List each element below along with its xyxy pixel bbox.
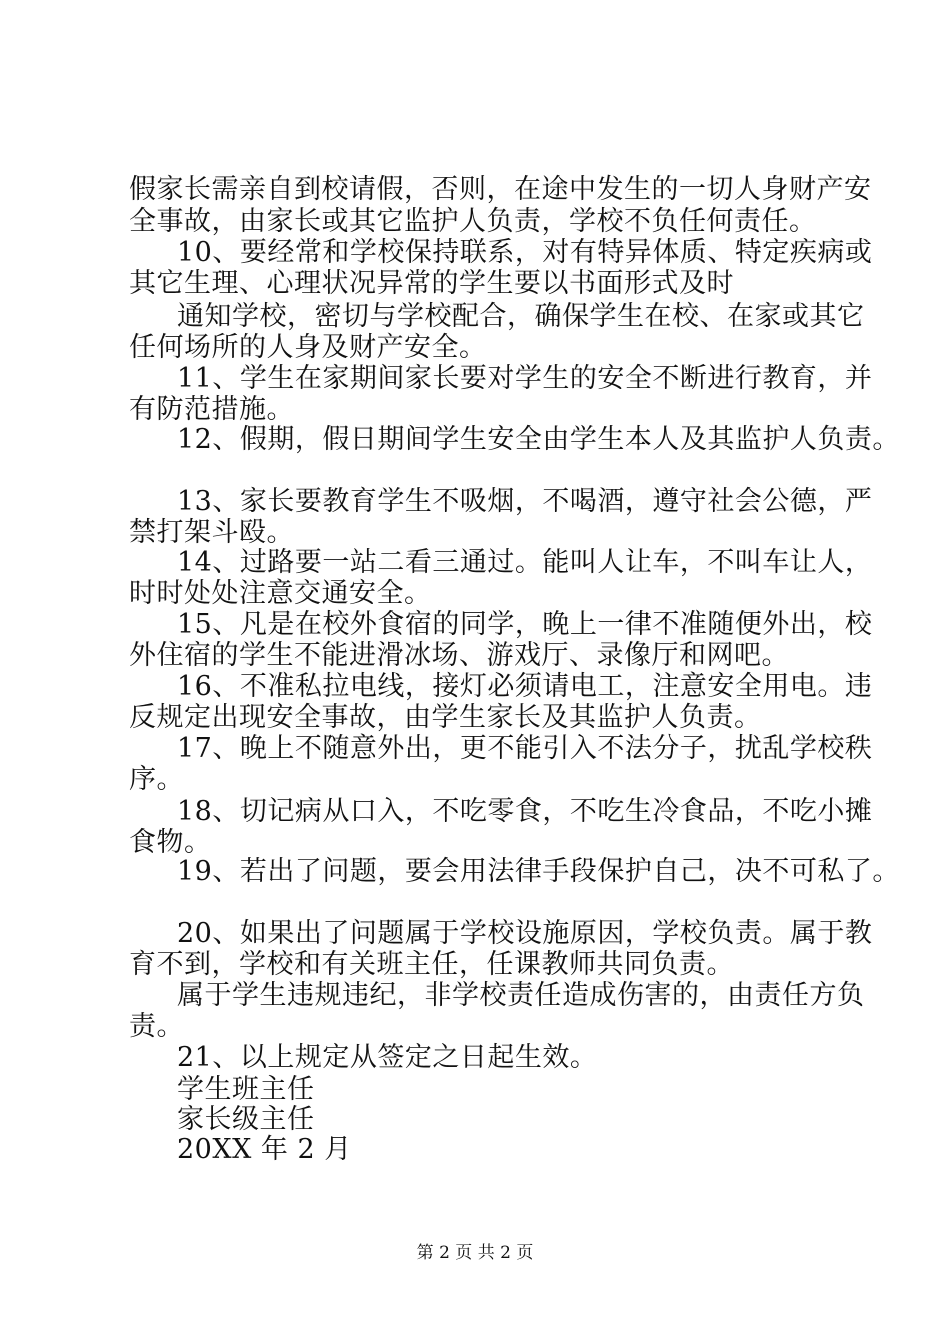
text-line: 20、如果出了问题属于学校设施原因，学校负责。属于教 [177, 918, 873, 949]
text-line: 时时处处注意交通安全。 [129, 578, 432, 609]
text-line: 12、假期，假日期间学生安全由学生本人及其监护人负责。 [177, 424, 900, 455]
text-line: 21、以上规定从签定之日起生效。 [177, 1042, 598, 1073]
text-line: 18、切记病从口入，不吃零食，不吃生冷食品，不吃小摊 [177, 796, 873, 827]
text-line: 10、要经常和学校保持联系，对有特异体质、特定疾病或 [177, 237, 873, 268]
text-line: 13、家长要教育学生不吸烟，不喝酒，遵守社会公德，严 [177, 486, 873, 517]
text-line: 全事故，由家长或其它监护人负责，学校不负任何责任。 [129, 206, 817, 237]
text-line: 禁打架斗殴。 [129, 517, 294, 548]
text-line: 通知学校，密切与学校配合，确保学生在校、在家或其它 [177, 301, 865, 332]
text-line: 序。 [129, 764, 184, 795]
date-line: 20XX 年 2 月 [177, 1134, 352, 1165]
text-line: 其它生理、心理状况异常的学生要以书面形式及时 [129, 268, 734, 299]
text-line: 17、晚上不随意外出，更不能引入不法分子，扰乱学校秩 [177, 733, 873, 764]
text-line: 假家长需亲自到校请假，否则，在途中发生的一切人身财产安 [129, 174, 872, 205]
page-footer: 第 2 页 共 2 页 [416, 1243, 534, 1263]
text-line: 19、若出了问题，要会用法律手段保护自己，决不可私了。 [177, 856, 900, 887]
text-line: 14、过路要一站二看三通过。能叫人让车，不叫车让人， [177, 547, 873, 578]
text-line: 16、不准私拉电线，接灯必须请电工，注意安全用电。违 [177, 671, 873, 702]
text-line: 11、学生在家期间家长要对学生的安全不断进行教育，并 [177, 363, 873, 394]
text-line: 15、凡是在校外食宿的同学，晚上一律不准随便外出，校 [177, 609, 873, 640]
text-line: 有防范措施。 [129, 394, 294, 425]
text-line: 外住宿的学生不能进滑冰场、游戏厅、录像厅和网吧。 [129, 640, 789, 671]
text-line: 责。 [129, 1011, 184, 1042]
text-line: 食物。 [129, 827, 212, 858]
text-line: 育不到，学校和有关班主任，任课教师共同负责。 [129, 949, 734, 980]
signature-label: 家长级主任 [177, 1104, 315, 1135]
text-line: 属于学生违规违纪，非学校责任造成伤害的，由责任方负 [177, 980, 865, 1011]
signature-label: 学生班主任 [177, 1074, 315, 1105]
text-line: 任何场所的人身及财产安全。 [129, 332, 487, 363]
text-line: 反规定出现安全事故，由学生家长及其监护人负责。 [129, 702, 762, 733]
